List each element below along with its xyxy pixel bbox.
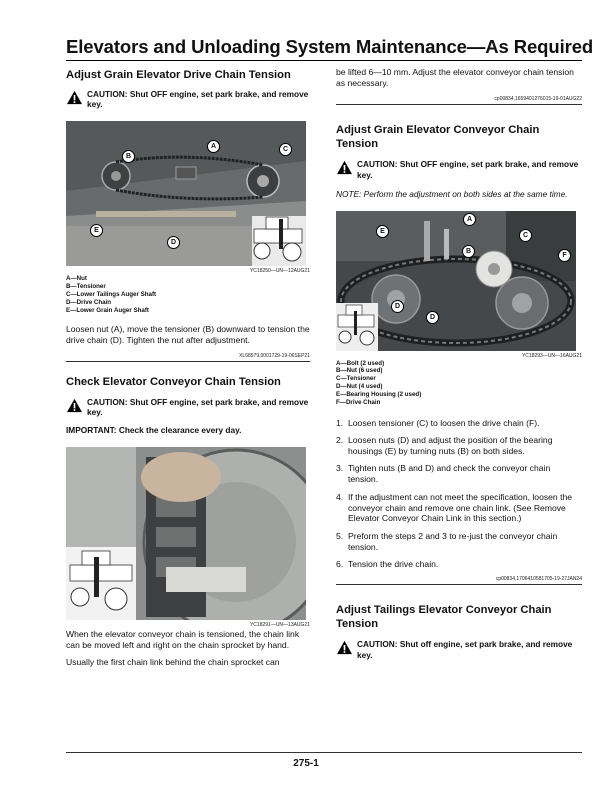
legend-item: B—Tensioner <box>66 283 106 290</box>
title-divider <box>66 60 582 61</box>
step-item: 2. Loosen nuts (D) and adjust the position of the bearing housings (E) by turning nuts (B) on both sides. <box>336 435 553 457</box>
legend-drive-chain <box>66 275 310 315</box>
warning-triangle-icon <box>66 90 83 105</box>
page-title: Elevators and Unloading System Maintenance—As Required <box>66 36 594 57</box>
caution-tailings-tension: CAUTION: Shut off engine, set park brake, and remove key. <box>336 639 582 660</box>
conveyor-chain-lift-text: Usually the first chain link behind the chain sprocket can <box>66 657 280 668</box>
reference-code: cp00834,1659401276015-19-01AUG22 <box>494 96 582 103</box>
section-divider <box>336 584 582 585</box>
conveyor-chain-description: When the elevator conveyor chain is tensioned, the chain link can be moved left and right on the chain sprocket by hand. <box>66 628 300 650</box>
caution-check-tension: CAUTION: Shut OFF engine, set park brake, and remove key. <box>66 397 310 418</box>
legend-item: D—Drive Chain <box>66 298 112 306</box>
callout-d: D <box>167 236 180 249</box>
footer-divider <box>66 752 582 753</box>
legend-item: A—Nut <box>66 275 87 283</box>
left-column <box>66 66 310 668</box>
step-item: 3. Tighten nuts (B and D) and check the conveyor chain tension. <box>336 463 551 485</box>
reference-code: XL68979,0001729-19-06SEP21 <box>239 353 310 360</box>
legend-conveyor-tension <box>336 360 582 407</box>
step-item: 6. Tension the drive chain. <box>336 558 439 569</box>
step-item: 5. Preform the steps 2 and 3 to re-just the conveyor chain tension. <box>336 530 558 552</box>
conveyor-chain-photo <box>66 447 306 620</box>
section-divider <box>66 361 310 362</box>
conveyor-tension-figure <box>336 211 576 351</box>
section-divider <box>336 104 582 105</box>
step-item: 4. If the adjustment can not meet the specification, loosen the conveyor chain and remove one chain link. (See Remove Elevator Conveyor Chain Link in this section.) <box>336 491 573 524</box>
section-heading-drive-chain: Adjust Grain Elevator Drive Chain Tension <box>66 69 291 81</box>
callout-f: F <box>558 249 571 262</box>
important-note: IMPORTANT: Check the clearance every day. <box>66 425 242 436</box>
legend-item: E—Bearing Housing (2 used) <box>336 391 422 399</box>
legend-item: A—Bolt (2 used) <box>336 359 385 367</box>
figure-id-conveyor-tension: YC18293—UN—16AUG21 <box>521 352 582 359</box>
legend-item: D—Nut (4 used) <box>336 383 383 391</box>
section-heading-conveyor-tension: Adjust Grain Elevator Conveyor Chain Tension <box>336 124 540 150</box>
callout-e: E <box>376 225 389 238</box>
drive-chain-photo <box>66 121 306 266</box>
callout-c: C <box>519 229 532 242</box>
drive-chain-instructions: Loosen nut (A), move the tensioner (B) downward to tension the drive chain (D). Tighten the nut after adjustment. <box>66 323 310 345</box>
section-heading-check-tension: Check Elevator Conveyor Chain Tension <box>66 376 281 389</box>
caution-drive-chain: CAUTION: Shut OFF engine, set park brake, and remove key. <box>66 89 310 110</box>
section-heading-tailings-tension: Adjust Tailings Elevator Conveyor Chain Tension <box>336 604 552 630</box>
legend-item: B—Nut (6 used) <box>336 367 383 375</box>
legend-item: E—Lower Grain Auger Shaft <box>66 306 149 314</box>
drive-chain-figure <box>66 121 306 266</box>
callout-a: A <box>207 140 220 153</box>
figure-id-conveyor-chain: YC18291—UN—13AUG21 <box>249 621 310 628</box>
callout-b: B <box>462 245 475 258</box>
callout-a: A <box>463 213 476 226</box>
caution-conveyor-tension: CAUTION: Shut OFF engine, set park brake, and remove key. <box>336 159 582 180</box>
legend-item: F—Drive Chain <box>336 399 381 407</box>
warning-triangle-icon <box>336 640 353 655</box>
callout-b: B <box>122 150 135 163</box>
callout-e: E <box>90 224 103 237</box>
step-item: 1. Loosen tensioner (C) to loosen the drive chain (F). <box>336 417 540 428</box>
callout-d: D <box>391 300 404 313</box>
procedure-steps <box>336 418 582 570</box>
figure-id-drive-chain: YC18250—UN—12AUG21 <box>249 268 310 275</box>
right-column <box>336 66 582 660</box>
page-number: 275-1 <box>293 758 319 769</box>
legend-item: C—Lower Tailings Auger Shaft <box>66 290 157 298</box>
warning-triangle-icon <box>66 398 83 413</box>
callout-c: C <box>279 143 292 156</box>
conveyor-chain-figure <box>66 447 306 620</box>
warning-triangle-icon <box>336 160 353 175</box>
reference-code: cp00834,1706410581705-19-27JAN24 <box>495 576 582 583</box>
callout-d-second: D <box>426 311 439 324</box>
conveyor-chain-lift-continued: be lifted 6—10 mm. Adjust the elevator conveyor chain tension as necessary. <box>336 67 574 89</box>
adjustment-note: NOTE: Perform the adjustment on both sides at the same time. <box>336 189 568 199</box>
conveyor-tension-photo <box>336 211 576 351</box>
legend-item: C—Tensioner <box>336 375 376 383</box>
